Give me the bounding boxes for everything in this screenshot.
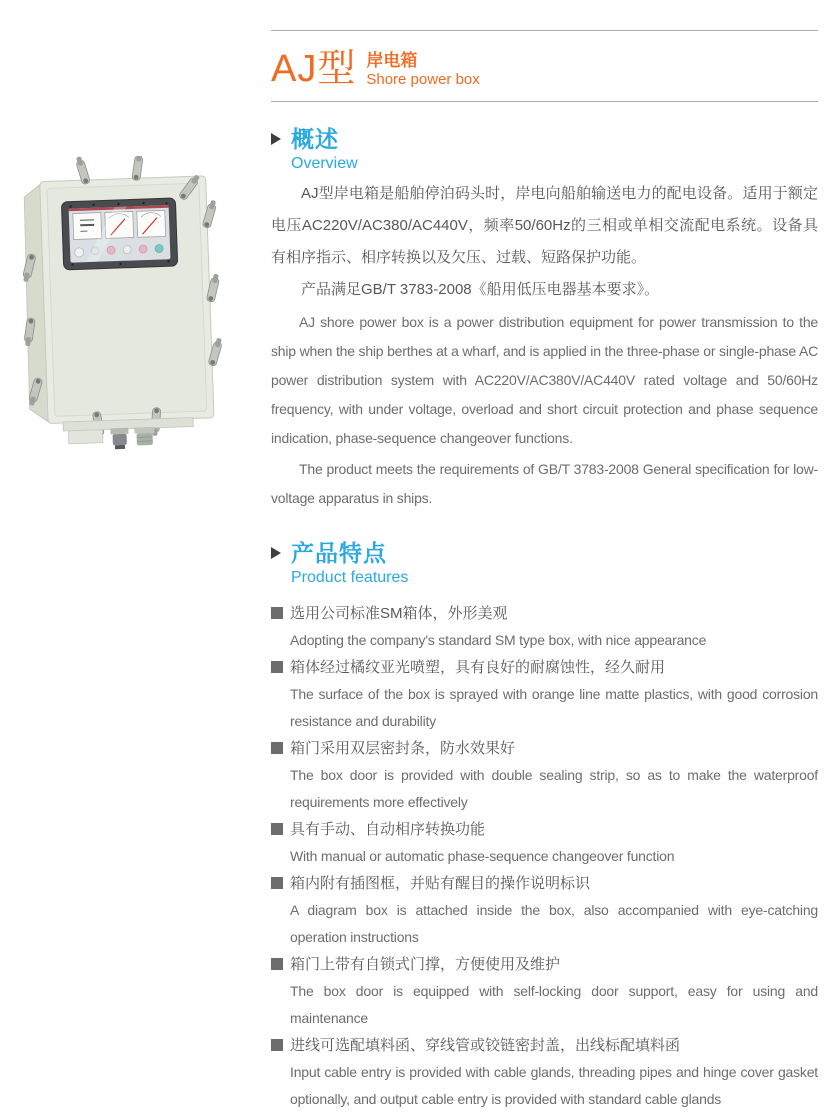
model-name: AJ型 [271,48,357,90]
feature-desc-en: The box door is equipped with self-locking door support, easy for using and maintenance [290,983,818,1026]
feature-desc-en: The surface of the box is sprayed with orange line matte plastics, with good corrosion resistance and durability [290,686,818,729]
feature-title-text: 箱门上带有自锁式门撑，方便使用及维护 [290,956,561,973]
bullet-square-icon [271,661,283,673]
feature-item [271,951,818,1032]
feature-list [271,600,818,1113]
top-divider [271,30,818,31]
feature-title-text: 选用公司标准SM箱体，外形美观 [290,605,508,622]
feature-desc-en: With manual or automatic phase-sequence changeover function [290,848,675,864]
feature-title-text: 箱内附有插图框，并贴有醒目的操作说明标识 [290,875,591,892]
bullet-square-icon [271,607,283,619]
feature-title-text: 具有手动、自动相序转换功能 [290,821,486,838]
product-name-cn: 岸电箱 [366,51,418,70]
feature-title-cn [271,1032,818,1059]
shore-power-box-image [14,156,224,452]
feature-desc-en: Adopting the company's standard SM type box, with nice appearance [290,632,707,648]
feature-item [271,735,818,816]
feature-desc-en: The box door is provided with double sealing strip, so as to make the waterproof requirements more effectively [290,767,818,810]
product-name-en: Shore power box [366,71,480,88]
overview-paragraph-cn: 产品满足GB/T 3783-2008《船用低压电器基本要求》。 [301,281,660,298]
bullet-square-icon [271,1039,283,1051]
cable-glands [63,417,194,451]
feature-desc-en: Input cable entry is provided with cable glands, threading pipes and hinge cover gasket optionally, and output cable entry is provided with standard cable glands [290,1064,818,1107]
bullet-square-icon [271,877,283,889]
overview-paragraph-en: AJ shore power box is a power distribution equipment for power transmission to the ship when the ship berthes at a wharf, and is applied in the three-phase or single-phase AC power distribution system with AC220V/AC380V/AC440V rated voltage and 50/60Hz frequency, with under voltage, overload and short circuit protection and phase sequence indication, phase-sequence changeover functions. [271,314,818,446]
overview-heading-cn: 概述 [291,126,339,152]
feature-title-cn [271,735,818,762]
feature-item [271,870,818,951]
feature-title-cn [271,951,818,978]
section-marker-icon [271,547,281,559]
title-divider [271,101,818,102]
feature-item [271,600,818,654]
overview-section [271,125,818,513]
feature-title-cn [271,600,818,627]
feature-item [271,1032,818,1113]
overview-heading-en: Overview [291,155,358,172]
feature-title-text: 箱门采用双层密封条，防水效果好 [290,740,516,757]
features-heading-text [291,539,408,588]
features-heading-cn: 产品特点 [291,540,387,566]
overview-heading [271,125,818,174]
feature-desc-en: A diagram box is attached inside the box, also accompanied with eye-catching operation instructions [290,902,818,945]
overview-paragraph-en: The product meets the requirements of GB/T 3783-2008 General specification for low-voltage apparatus in ships. [271,461,818,506]
features-section [271,539,818,1113]
product-name [366,50,479,93]
bullet-square-icon [271,742,283,754]
feature-item [271,654,818,735]
feature-title-text: 箱体经过橘纹亚光喷塑，具有良好的耐腐蚀性，经久耐用 [290,659,666,676]
feature-title-cn [271,654,818,681]
feature-item [271,816,818,870]
section-marker-icon [271,133,281,145]
bullet-square-icon [271,958,283,970]
feature-title-cn [271,816,818,843]
overview-paragraph-cn: AJ型岸电箱是船舶停泊码头时，岸电向船舶输送电力的配电设备。适用于额定电压AC220V/AC380/AC440V，频率50/60Hz的三相或单相交流配电系统。设备具有相序指示、相序转换以及欠压、过载、短路保护功能。 [271,185,818,266]
meter-panel [61,198,177,270]
page-title [271,45,818,93]
bullet-square-icon [271,823,283,835]
features-heading-en: Product features [291,569,409,586]
overview-heading-text [291,125,358,174]
content-column [271,0,818,1113]
product-photo [14,156,224,452]
feature-title-cn [271,870,818,897]
feature-title-text: 进线可选配填料函、穿线管或铰链密封盖，出线标配填料函 [290,1037,681,1054]
features-heading [271,539,818,588]
